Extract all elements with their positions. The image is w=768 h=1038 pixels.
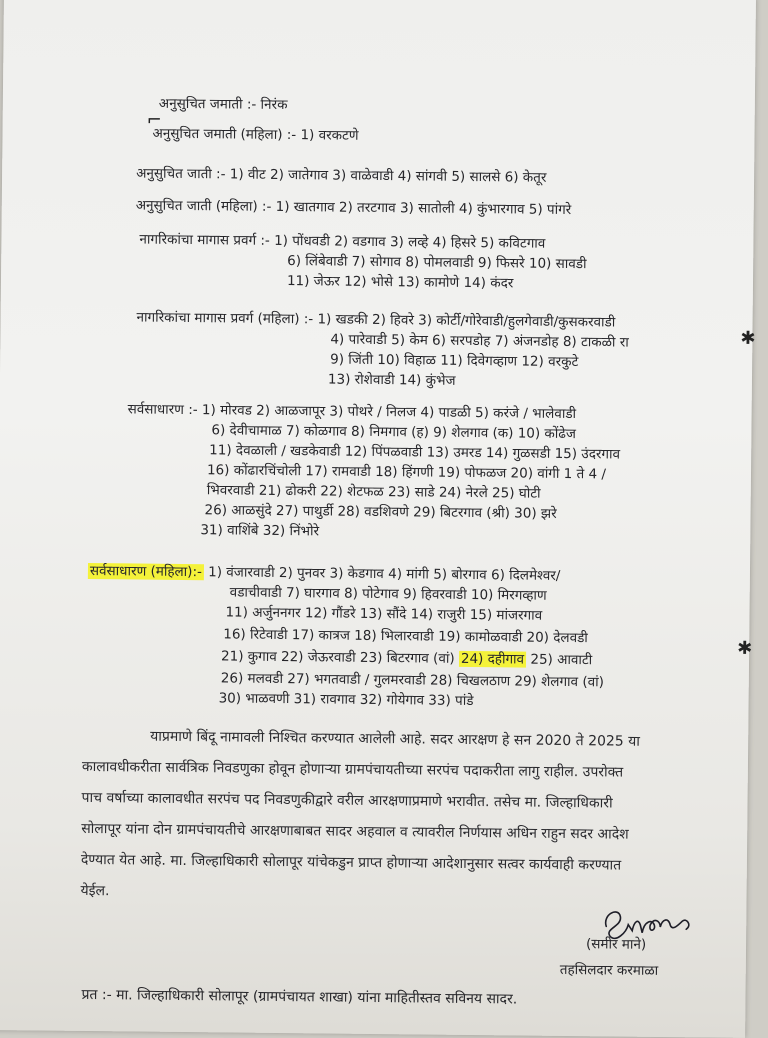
signatory-name: (समीर माने) (585, 936, 647, 953)
general-line-6: 26) आळसुंदे 27) पाथुर्डी 28) वडशिवणे 29) बिटरगाव (श्री) 30) झरे (204, 502, 557, 522)
general-line-2: 6) देवीचामाळ 7) कोळगाव 8) निमगाव (ह) 9) शेलगाव (क) 10) कोंढेज (211, 422, 577, 443)
st-line: अनुसुचित जमाती :- निरंक (158, 95, 288, 114)
paragraph-line: येईल. (80, 882, 110, 900)
st-women-line: अनुसुचित जमाती (महिला) :- 1) वरकटणे (152, 125, 359, 144)
general-line-5: भिवरवाडी 21) ढोकरी 22) शेटफळ 23) साडे 24) नेरले 25) घोटी (206, 482, 541, 502)
pen-mark-icon: ⌐ (146, 109, 162, 131)
general-women-line-7: 30) भाळवणी 31) रावगाव 32) गोयेगाव 33) पांडे (218, 690, 474, 710)
obc-line-3: 11) जेऊर 12) भोसे 13) कामोणे 14) कंदर (286, 273, 514, 292)
general-women-line-6: 26) मलवडी 27) भगतवाडी / गुलमरवाडी 28) चिखलठाण 29) शेलगाव (वां) (220, 670, 604, 691)
general-line-4: 16) कोंढारचिंचोली 17) रामवाडी 18) हिंगणी 19) पोफळज 20) वांगी 1 ते 4 / (206, 462, 607, 483)
paragraph-line: सोलापूर यांना दोन ग्रामपंचायतीचे आरक्षणाबाबत सादर अहवाल व त्यावरील निर्णयास अधिन राहुन सदर आदेश (81, 820, 629, 843)
sc-line: अनुसुचित जाती :- 1) वीट 2) जातेगाव 3) वाळेवाडी 4) सांगवी 5) सालसे 6) केतूर (136, 165, 547, 186)
gw-line5-start: 21) कुगाव 22) जेऊरवाडी 23) बिटरगाव (वां) (220, 648, 460, 667)
general-line-3: 11) देवळाली / खडकेवाडी 12) पिंपळवाडी 13) उमरड 14) गुळसडी 15) उंदरगाव (209, 442, 621, 463)
gw-line5-end: 25) आवाटी (526, 651, 593, 669)
general-women-label: सर्वसाधारण (महिला):- (89, 562, 202, 581)
order-paragraph (80, 721, 722, 914)
general-women-line-4: 16) रिटेवाडी 17) कात्रज 18) भिलारवाडी 19) कामोळवाडी 20) देलवडी (223, 626, 588, 647)
ink-blot-icon: ✱ (740, 327, 756, 349)
general-women-line-2: वडाचीवाडी 7) घारगाव 8) पोटेगाव 9) हिवरवाडी 10) मिरगव्हाण (229, 584, 547, 604)
general-line-1: सर्वसाधारण :- 1) मोरवड 2) आळजापूर 3) पोथरे / निलज 4) पाडळी 5) करंजे / भालेवाडी (127, 401, 577, 423)
obc-women-line-1: नागरिकांचा मागास प्रवर्ग (महिला) :- 1) खडकी 2) हिवरे 3) कोर्टी/गोरेवाडी/हुलगेवाडी/कुसकरवाडी (136, 309, 616, 331)
copy-to-line: प्रत :- मा. जिल्हाधिकारी सोलापूर (ग्रामपंचायत शाखा) यांना माहितीस्तव सविनय सादर. (81, 986, 518, 1008)
ink-blot-icon: ✱ (737, 637, 753, 659)
obc-line-2: 6) लिंबेवाडी 7) सोगाव 8) पोमलवाडी 9) फिसरे 10) सावडी (287, 253, 587, 273)
general-women-line-5 (221, 648, 592, 668)
obc-line-1: नागरिकांचा मागास प्रवर्ग :- 1) पोंधवडी 2) वडगाव 3) लव्हे 4) हिसरे 5) कविटगाव (139, 231, 546, 252)
paragraph-line: पाच वर्षाच्या कालावधीत सरपंच पद निवडणुकीद्वारे वरील आरक्षणाप्रमाणे भरावीत. तसेच मा. जिल्हाधिकारी (81, 789, 613, 812)
signatory-title: तहसिलदार करमाळा (559, 961, 659, 979)
paragraph-line: कालावधीकरीता सार्वत्रिक निवडणुका होवून होणाऱ्या ग्रामपंचायतीच्या सरपंच पदाकरीता लागु राहील. उपरोक्त (81, 758, 624, 781)
obc-women-line-3: 9) जिंती 10) विहाळ 11) दिवेगव्हाण 12) वरकुटे (330, 351, 579, 371)
general-women-first-line (88, 563, 561, 584)
paragraph-line: याप्रमाणे बिंदू नामावली निश्चित करण्यात आलेली आहे. सदर आरक्षण हे सन 2020 ते 2025 या (150, 728, 641, 750)
general-women-line-1: 1) वंजारवाडी 2) पुनवर 3) केडगाव 4) मांगी 5) बोरगाव 6) दिलमेश्वर/ (208, 564, 561, 584)
general-line-7: 31) वाशिंबे 32) निंभोरे (200, 522, 320, 540)
general-women-line-3: 11) अर्जुननगर 12) गौंडरे 13) सौंदे 14) राजुरी 15) मांजरगाव (225, 604, 543, 624)
obc-women-line-2: 4) पारेवाडी 5) केम 6) सरपडोह 7) अंजनडोह 8) टाकळी रा (330, 331, 629, 351)
sc-women-line: अनुसुचित जाती (महिला) :- 1) खातगाव 2) तरटगाव 3) सातोली 4) कुंभारगाव 5) पांगरे (135, 197, 572, 219)
obc-women-line-4: 13) रोशेवाडी 14) कुंभेज (327, 371, 456, 389)
paragraph-line: देण्यात येत आहे. मा. जिल्हाधिकारी सोलापूर यांचेकडुन प्राप्त होणाऱ्या आदेशानुसार सत्वर कार्यवाही करण्यात (80, 851, 622, 874)
highlighted-village: 24) दहीगाव (460, 650, 525, 668)
